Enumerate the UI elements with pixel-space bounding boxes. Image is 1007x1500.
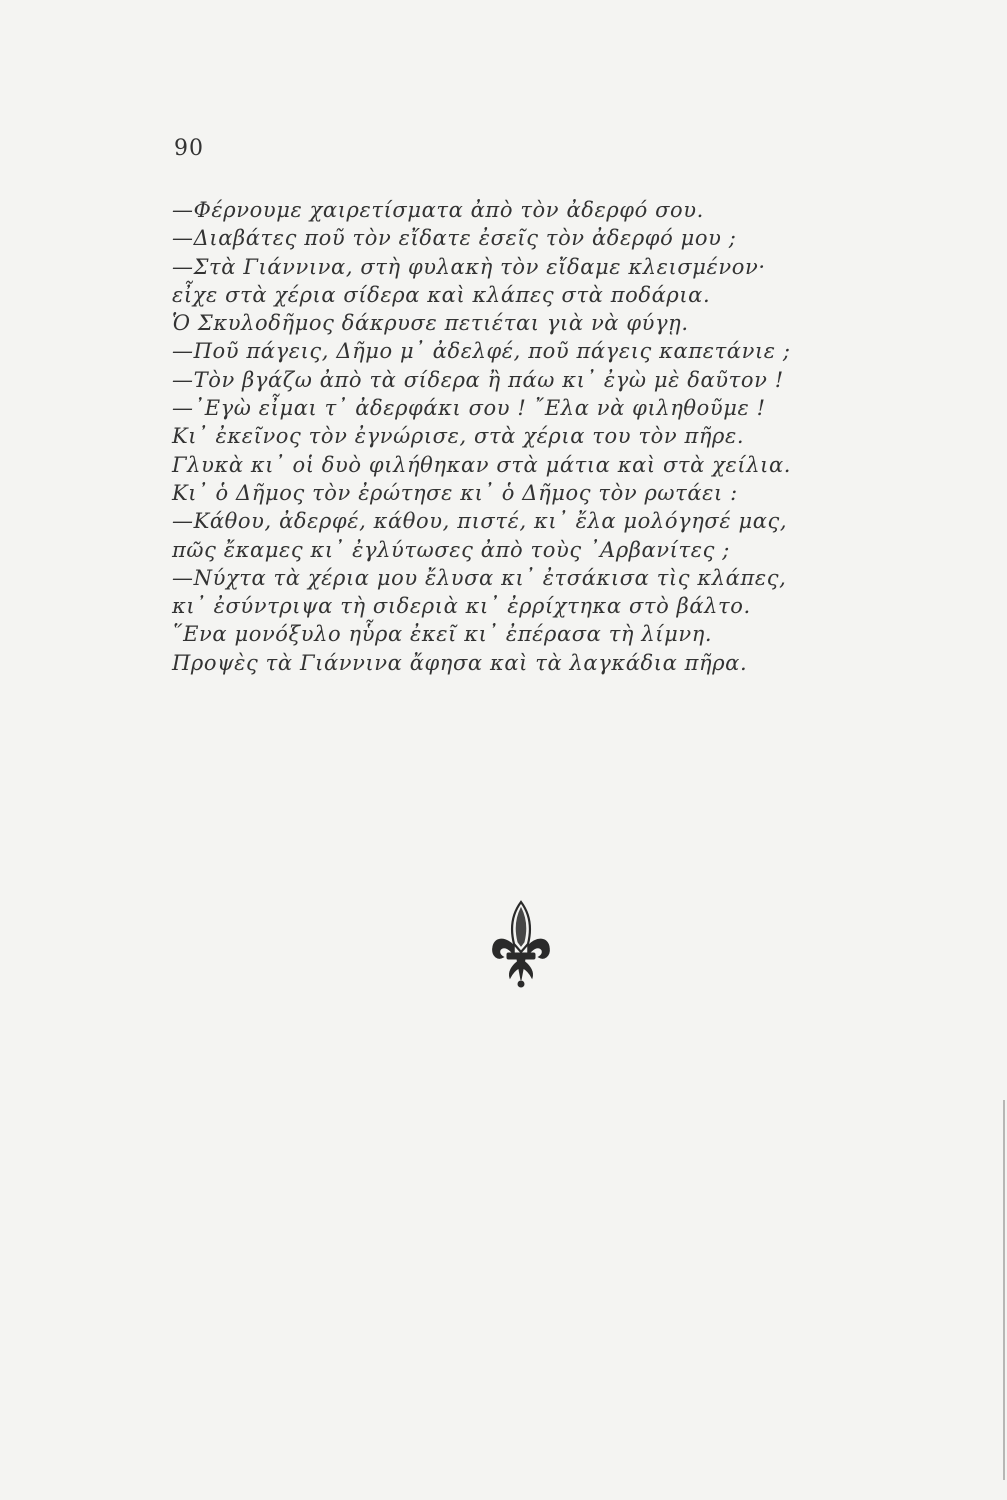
- poem-line: —Κάθου, ἀδερφέ, κάθου, πιστέ, κι᾽ ἔλα μολόγησέ μας,: [172, 509, 788, 534]
- fleur-de-lis-icon: [490, 900, 552, 990]
- poem-line: —Διαβάτες ποῦ τὸν εἴδατε ἐσεῖς τὸν ἀδερφό μου ;: [172, 226, 737, 251]
- poem-line: ῞Ενα μονόξυλο ηὗρα ἐκεῖ κι᾽ ἐπέρασα τὴ λίμνη.: [172, 622, 713, 647]
- poem-line: Γλυκὰ κι᾽ οἱ δυὸ φιλήθηκαν στὰ μάτια καὶ στὰ χείλια.: [172, 452, 792, 477]
- poem-line: πῶς ἔκαμες κι᾽ ἐγλύτωσες ἀπὸ τοὺς ᾽Αρβανίτες ;: [172, 537, 730, 562]
- poem-line: —Νύχτα τὰ χέρια μου ἔλυσα κι᾽ ἐτσάκισα τὶς κλάπες,: [172, 565, 787, 590]
- poem-line: —Τὸν βγάζω ἀπὸ τὰ σίδερα ἢ πάω κι᾽ ἐγὼ μὲ δαῦτον !: [172, 367, 784, 392]
- poem-line: —Στὰ Γιάννινα, στὴ φυλακὴ τὸν εἴδαμε κλεισμένον·: [172, 254, 766, 279]
- page-number: 90: [174, 136, 204, 161]
- poem-line: κι᾽ ἐσύντριψα τὴ σιδεριὰ κι᾽ ἐρρίχτηκα στὸ βάλτο.: [172, 594, 751, 619]
- poem-line: Ὁ Σκυλοδῆμος δάκρυσε πετιέται γιὰ νὰ φύγῃ.: [172, 311, 689, 336]
- poem-line: —᾽Εγὼ εἶμαι τ᾽ ἀδερφάκι σου ! ῎Ελα νὰ φιληθοῦμε !: [172, 396, 766, 421]
- poem-line: Κι᾽ ἐκεῖνος τὸν ἐγνώρισε, στὰ χέρια του τὸν πῆρε.: [172, 424, 745, 449]
- poem-text: [172, 196, 892, 677]
- page-edge-shadow: [1003, 1100, 1005, 1480]
- poem-line: —Ποῦ πάγεις, Δῆμο μ᾽ ἀδελφέ, ποῦ πάγεις καπετάνιε ;: [172, 339, 791, 364]
- poem-line: εἶχε στὰ χέρια σίδερα καὶ κλάπες στὰ ποδάρια.: [172, 282, 711, 307]
- poem-line: Προψὲς τὰ Γιάννινα ἄφησα καὶ τὰ λαγκάδια πῆρα.: [172, 650, 748, 675]
- poem-line: —Φέρνουμε χαιρετίσματα ἀπὸ τὸν ἀδερφό σου.: [172, 198, 704, 222]
- poem-line: Κι᾽ ὁ Δῆμος τὸν ἐρώτησε κι᾽ ὁ Δῆμος τὸν ρωτάει :: [172, 480, 738, 505]
